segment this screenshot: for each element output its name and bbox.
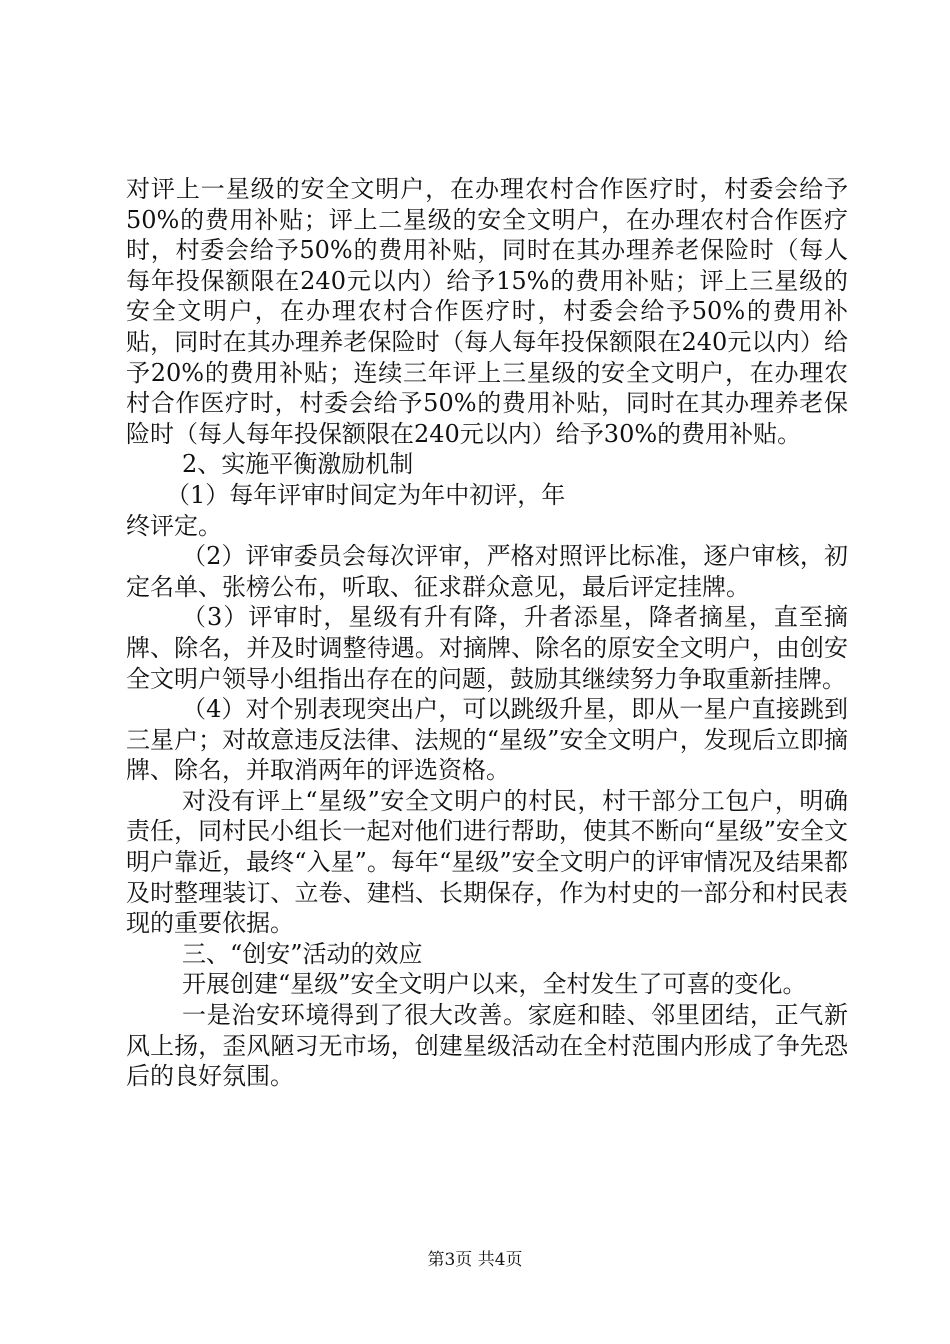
paragraph-subsidy-rules: 对评上一星级的安全文明户，在办理农村合作医疗时，村委会给予50%的费用补贴；评上二星级的安全文明户，在办理农村合作医疗时，村委会给予50%的费用补贴，同时在其办理养老保险时（每人每年投保额限在240元以内）给予15%的费用补贴；评上三星级的安全文明户，在办理农村合作医疗时，村委会给予50%的费用补贴，同时在其办理养老保险时（每人每年投保额限在240元以内）给予20%的费用补贴；连续三年评上三星级的安全文明户，在办理农村合作医疗时，村委会给予50%的费用补贴，同时在其办理养老保险时（每人每年投保额限在240元以内）给予30%的费用补贴。 xyxy=(126,175,848,448)
page-number-footer: 第3页 共4页 xyxy=(427,1250,523,1270)
list-item-1: （1）每年评审时间定为年中初评，年 xyxy=(166,480,566,509)
paragraph-security-improved: 一是治安环境得到了很大改善。家庭和睦、邻里团结，正气新风上扬，歪风陋习无市场，创建星级活动在全村范围内形成了争先恐后的良好氛围。 xyxy=(126,1001,848,1091)
paragraph-help-villagers: 对没有评上“星级”安全文明户的村民，村干部分工包户，明确责任，同村民小组长一起对他们进行帮助，使其不断向“星级”安全文明户靠近，最终“入星”。每年“星级”安全文明户的评审情况及结果都及时整理装订、立卷、建档、长期保存，作为村史的一部分和村民表现的重要依据。 xyxy=(126,786,848,938)
document-body xyxy=(126,174,848,1092)
list-item-1-continuation: 终评定。 xyxy=(126,511,222,540)
paragraph-changes: 开展创建“星级”安全文明户以来，全村发生了可喜的变化。 xyxy=(182,970,807,999)
list-item-2: （2）评审委员会每次评审，严格对照评比标准，逐户审核，初定名单、张榜公布，听取、征求群众意见，最后评定挂牌。 xyxy=(126,542,848,601)
section-heading-effects: 三、“创安”活动的效应 xyxy=(182,939,423,968)
list-item-4: （4）对个别表现突出户，可以跳级升星，即从一星户直接跳到三星户；对故意违反法律、法规的“星级”安全文明户，发现后立即摘牌、除名，并取消两年的评选资格。 xyxy=(126,695,848,785)
list-item-3: （3）评审时，星级有升有降，升者添星，降者摘星，直至摘牌、除名，并及时调整待遇。对摘牌、除名的原安全文明户，由创安全文明户领导小组指出存在的问题，鼓励其继续努力争取重新挂牌。 xyxy=(126,603,848,693)
section-heading-incentive: 2、实施平衡激励机制 xyxy=(182,450,414,479)
